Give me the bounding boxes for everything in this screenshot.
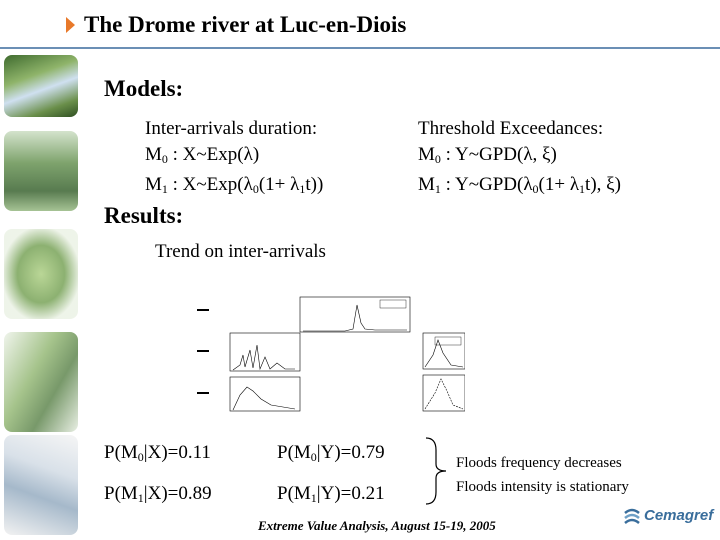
logo-swirl-icon <box>622 507 642 527</box>
logo-wordmark: Cemagref <box>644 507 714 524</box>
trend-label: Trend on inter-arrivals <box>155 241 326 262</box>
threshold-m0: $M_0$ : Y~GPD(λ, ξ) <box>418 144 557 166</box>
leaf-photo <box>4 229 78 319</box>
inter-arrivals-m0: $M_0$ : X~Exp(λ) <box>145 144 260 166</box>
threshold-m1: $M_1$ : $Y\sim GPD(\lambda_0(1+ \lambda_1t)$, ξ) <box>418 174 621 196</box>
river-photo <box>4 55 78 117</box>
forest-photo <box>4 131 78 211</box>
p-m1-given-y: $P(M_1|Y)=0.21$ <box>277 483 385 505</box>
grass-photo <box>4 332 78 432</box>
conclusion-intensity: Floods intensity is stationary <box>456 479 629 495</box>
inter-arrivals-m1: $M_1$ : $X\sim Exp(\lambda_0(1+ \lambda_1t))$ <box>145 174 324 196</box>
figure-panel-bottom <box>230 375 465 411</box>
results-heading: Results: <box>104 203 184 228</box>
title-divider <box>0 47 720 49</box>
threshold-heading: Threshold Exceedances: <box>418 118 604 139</box>
inter-arrivals-block <box>145 116 323 202</box>
slide-title: The Drome river at Luc-en-Diois <box>84 12 407 37</box>
conclusion-frequency: Floods frequency decreases <box>456 455 622 471</box>
results-figure <box>195 295 465 415</box>
models-heading: Models: <box>104 76 184 101</box>
inter-arrivals-heading: Inter-arrivals duration: <box>145 118 318 139</box>
p-m0-given-x: $P(M_0|X)=0.11$ <box>104 442 211 464</box>
threshold-block <box>418 116 621 202</box>
lab-photo <box>4 435 78 535</box>
figure-panel-middle <box>230 333 465 371</box>
photo-sidebar <box>0 49 82 540</box>
footer-text: Extreme Value Analysis, August 15-19, 2005 <box>258 518 496 533</box>
cemagref-logo <box>622 505 714 529</box>
title-arrow-icon <box>66 17 75 33</box>
p-m1-given-x: $P(M_1|X)=0.89$ <box>104 483 212 505</box>
figure-panel-top <box>300 297 410 332</box>
figure-axis-tags <box>197 309 209 394</box>
p-m0-given-y: $P(M_0|Y)=0.79$ <box>277 442 385 464</box>
title-bar <box>0 0 720 48</box>
curly-brace-icon <box>424 436 448 506</box>
conclusions <box>456 451 629 499</box>
